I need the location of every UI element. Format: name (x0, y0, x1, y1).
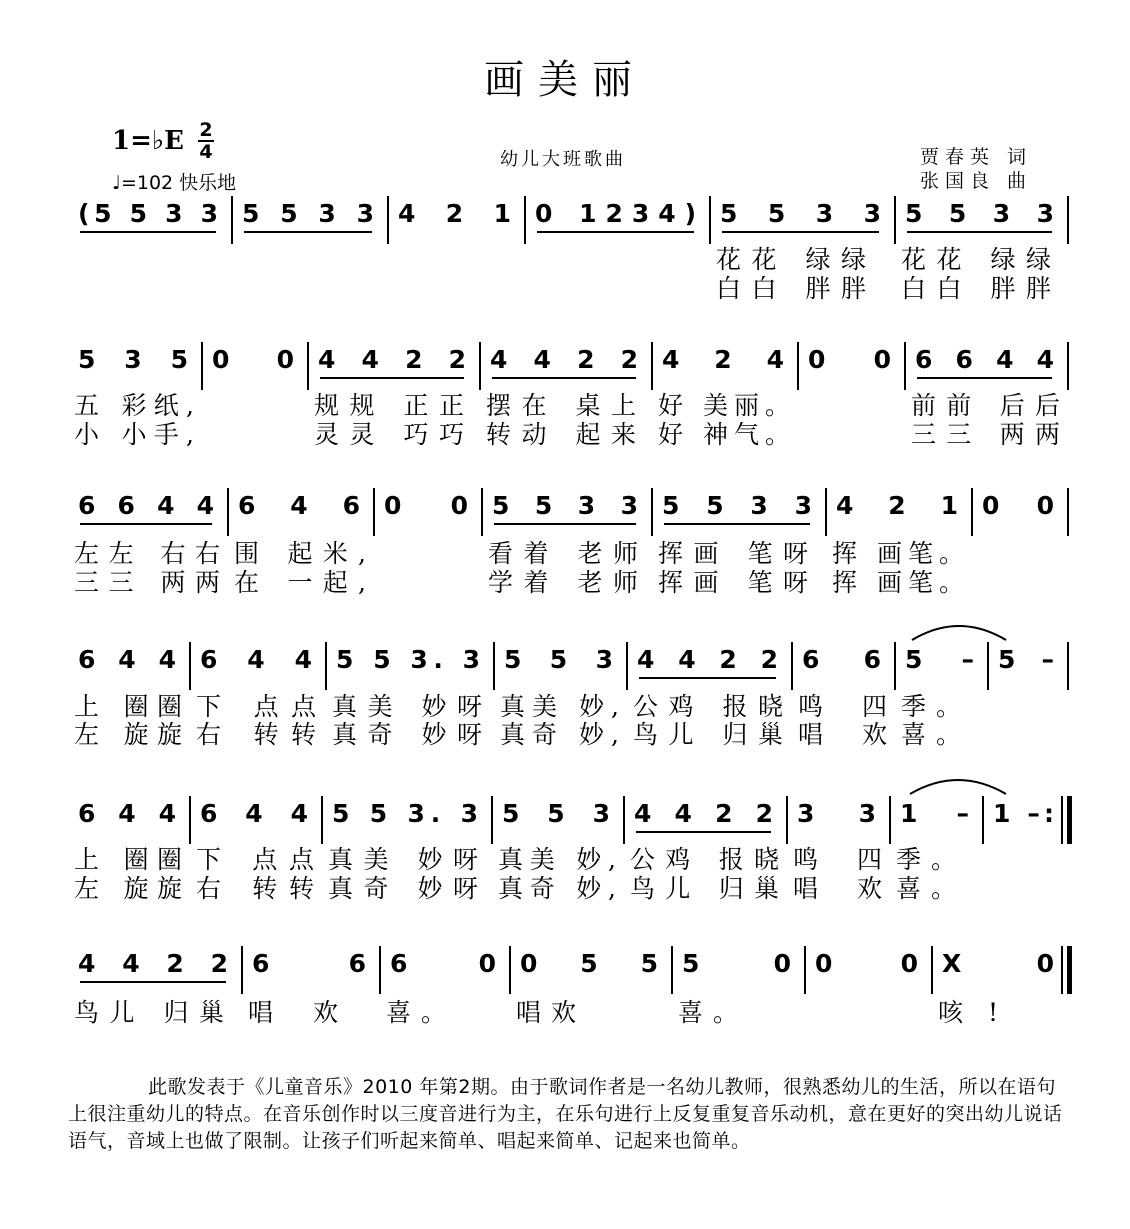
lyric-syllables: 真奇 妙呀 (332, 720, 482, 749)
measure-notes: 6 4 4 (78, 799, 176, 828)
measure-notes: 4 2 1 (398, 199, 511, 228)
lyric-syllables: 咳! (938, 998, 998, 1027)
time-signature-bottom: 4 (199, 141, 213, 163)
lyric-syllables: 右 转转 (196, 874, 314, 903)
lyric-syllables: 转动 起来 (486, 420, 636, 449)
lyric-syllables: 真奇 妙呀 (328, 874, 478, 903)
measure-notes: 6 6 4 4 (915, 345, 1054, 374)
lyric-syllables: 鸟儿 归巢 (633, 720, 783, 749)
lyric-syllables: 白白 胖胖 (716, 274, 866, 303)
lyric-syllables: 摆在 桌上 (486, 391, 636, 420)
lyric-syllables: 左左 右右 (74, 539, 220, 568)
lyric-syllables: 唱 欢 (793, 874, 882, 903)
lyric-syllables: 鸟儿 归巢 (630, 874, 779, 903)
measure-notes: 4 4 2 2 (490, 345, 638, 374)
composer-credit: 张国良 曲 (920, 170, 1033, 192)
song-subtitle: 幼儿大班歌曲 (500, 149, 626, 170)
measure-notes: 6 4 4 (78, 645, 176, 674)
lyric-syllables: 真美 妙呀 (328, 845, 478, 874)
measure-notes: 0 0 (384, 491, 468, 520)
measure-notes: 0 5 5 (520, 949, 658, 978)
measure-notes: 3 3 (797, 799, 876, 828)
measure-notes: 5 – (905, 645, 974, 674)
lyric-syllables: 小 小手, (74, 420, 194, 449)
measure-notes: 5 5 3 3 (242, 199, 374, 228)
lyric-syllables: 在 一起, (234, 568, 366, 597)
measure-notes: 5 5 3. 3 (332, 799, 478, 828)
measure-notes: 4 4 2 2 (634, 799, 773, 828)
measure-notes: 6 6 (252, 949, 366, 978)
lyric-syllables: 下 点点 (196, 845, 314, 874)
lyric-syllables: 上 圈圈 (74, 845, 182, 874)
lyric-syllables: 真美 妙, (500, 692, 619, 721)
lyric-syllables: 真奇 妙, (498, 874, 616, 903)
lyric-syllables: 花花 绿绿 (901, 245, 1051, 274)
measure-notes: 1 –: (993, 799, 1054, 828)
measure-notes: 5 3 5 (78, 345, 188, 374)
measure-notes: 6 6 (802, 645, 881, 674)
lyric-syllables: 左 旋旋 (74, 720, 182, 749)
lyric-syllables: 看着 老师 (488, 539, 638, 568)
measure-notes: 6 0 (390, 949, 496, 978)
measure-notes: 4 2 1 (836, 491, 958, 520)
lyric-syllables: 公鸡 报晓 (633, 692, 783, 721)
measure-notes: 5 5 3 (502, 799, 610, 828)
lyric-syllables: 好 美丽。 (658, 391, 790, 420)
lyric-syllables: 喜。 (901, 720, 961, 749)
lyric-syllables: 白白 胖胖 (901, 274, 1051, 303)
lyric-syllables: 真奇 妙, (500, 720, 619, 749)
lyric-syllables: 喜。 (386, 998, 446, 1027)
lyric-syllables: 鸣 四 (793, 845, 882, 874)
lyric-syllables: 好 神气。 (658, 420, 790, 449)
lyric-syllables: 围 起米, (234, 539, 366, 568)
measure-notes: 4 2 4 (662, 345, 784, 374)
lyric-syllables: 规规 正正 (314, 391, 464, 420)
lyric-syllables: 唱 欢 (248, 998, 338, 1027)
lyric-syllables: 唱欢 (516, 998, 576, 1027)
lyric-syllables: 季。 (901, 692, 961, 721)
song-description: 此歌发表于《儿童音乐》2010 年第2期。由于歌词作者是一名幼儿教师，很熟悉幼儿的生活，所以在语句上很注重幼儿的特点。在音乐创作时以三度音进行为主，在乐句进行上反复重复音乐动机，意在更好的突出幼儿说话语气，音域上也做了限制。让孩子们听起来简单、唱起来简单、记起来也简单。 (68, 1076, 1063, 1152)
lyric-syllables: 上 圈圈 (74, 692, 182, 721)
measure-notes: X 0 (942, 949, 1054, 978)
lyric-syllables: 右 转转 (196, 720, 316, 749)
lyric-syllables: 花花 绿绿 (716, 245, 866, 274)
time-signature-top: 2 (199, 119, 213, 141)
lyric-syllables: 挥画 笔呀 (658, 539, 808, 568)
measure-notes: 5 5 3 3 (720, 199, 881, 228)
lyric-syllables: 挥画 笔呀 (658, 568, 808, 597)
song-title: 画美丽 (484, 57, 646, 103)
measure-notes: 6 4 4 (200, 645, 312, 674)
measure-notes: 1 – (900, 799, 969, 828)
lyric-syllables: 鸟儿 归巢 (74, 998, 224, 1027)
lyric-syllables: 挥 画笔。 (832, 539, 964, 568)
lyric-syllables: 左 旋旋 (74, 874, 182, 903)
measure-notes: 5 5 3 3 (492, 491, 638, 520)
lyric-syllables: 鸣 四 (798, 692, 887, 721)
tempo-marking: ♩=102 快乐地 (112, 172, 237, 194)
measure-notes: 6 4 6 (238, 491, 360, 520)
measure-notes: 6 4 4 (200, 799, 308, 828)
lyric-syllables: 灵灵 巧巧 (314, 420, 464, 449)
measure-notes: 0 0 (808, 345, 891, 374)
lyricist-credit: 贾春英 词 (920, 146, 1033, 168)
measure-notes: 5 0 (682, 949, 791, 978)
measure-notes: 4 4 2 2 (318, 345, 466, 374)
measure-notes: 0 0 (212, 345, 294, 374)
measure-notes: 0 1234) (535, 199, 696, 228)
lyric-syllables: 下 点点 (196, 692, 316, 721)
measure-notes: 5 5 3 3 (905, 199, 1054, 228)
measure-notes: 6 6 4 4 (78, 491, 214, 520)
measure-notes: 4 4 2 2 (78, 949, 228, 978)
tie-slur (912, 626, 1006, 640)
key-signature: 1=♭E (112, 126, 184, 156)
lyric-syllables: 喜。 (896, 874, 956, 903)
lyric-syllables: 季。 (896, 845, 956, 874)
measure-notes: 4 4 2 2 (637, 645, 778, 674)
tie-slur (910, 780, 1006, 794)
measure-notes: 0 0 (815, 949, 918, 978)
measure-notes: 5 – (998, 645, 1054, 674)
lyric-syllables: 喜。 (678, 998, 738, 1027)
measure-notes: (5 5 3 3 (78, 199, 218, 228)
lyric-syllables: 真美 妙, (498, 845, 616, 874)
measure-notes: 5 5 3 (504, 645, 613, 674)
lyric-syllables: 唱 欢 (798, 720, 887, 749)
measure-notes: 5 5 3. 3 (336, 645, 480, 674)
lyric-syllables: 前前 后后 (911, 391, 1060, 420)
measure-notes: 5 5 3 3 (662, 491, 812, 520)
lyric-syllables: 三三 两两 (74, 568, 220, 597)
measure-notes: 0 0 (982, 491, 1054, 520)
lyric-syllables: 挥 画笔。 (832, 568, 964, 597)
lyric-syllables: 真美 妙呀 (332, 692, 482, 721)
lyric-syllables: 公鸡 报晓 (630, 845, 779, 874)
lyric-syllables: 五 彩纸, (74, 391, 194, 420)
lyric-syllables: 三三 两两 (911, 420, 1060, 449)
lyric-syllables: 学着 老师 (488, 568, 638, 597)
